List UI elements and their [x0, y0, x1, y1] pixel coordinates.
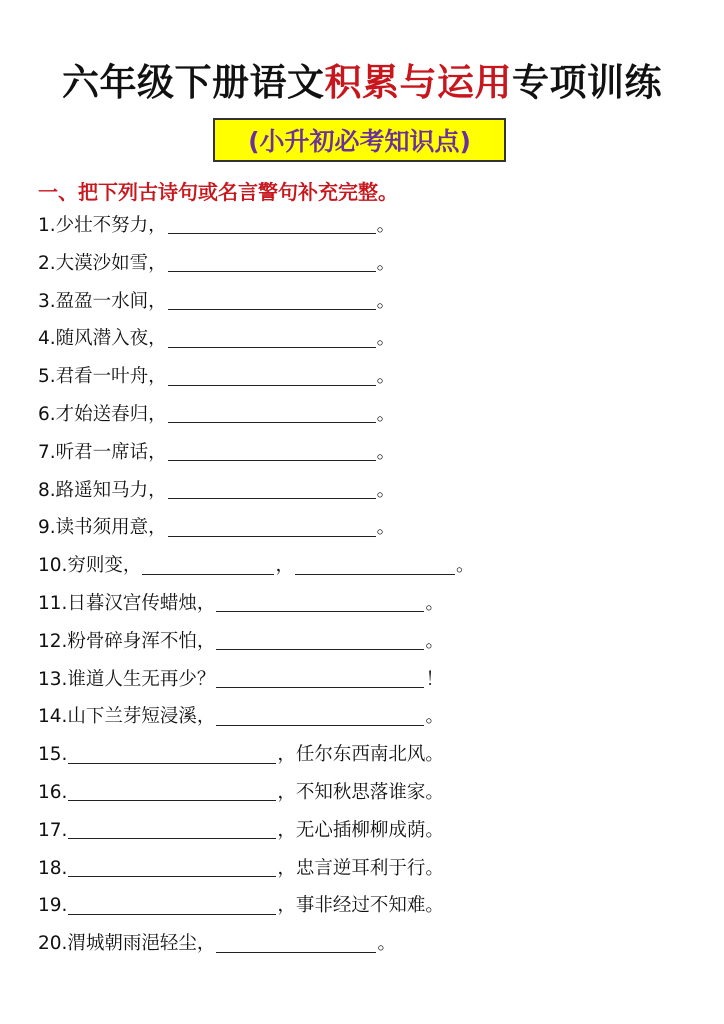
answer-blank[interactable] — [168, 251, 376, 272]
question-end: 。 — [455, 555, 475, 577]
question-number: 1. — [38, 215, 56, 236]
question-end: 。 — [376, 403, 396, 425]
answer-blank[interactable] — [168, 327, 376, 348]
question-item — [38, 320, 698, 358]
question-text: 少壮不努力， — [55, 215, 167, 236]
question-item — [38, 509, 698, 547]
answer-blank[interactable] — [142, 554, 274, 575]
question-text: 山下兰芽短浸溪， — [67, 706, 216, 728]
question-text: 渭城朝雨浥轻尘， — [67, 933, 216, 955]
question-end: 。 — [376, 215, 396, 236]
question-number: 8. — [38, 479, 56, 501]
question-end: 。 — [376, 366, 396, 388]
answer-blank[interactable] — [168, 440, 376, 461]
question-text: 随风潜入夜， — [55, 328, 167, 350]
question-item — [38, 585, 698, 623]
question-item — [38, 434, 698, 472]
answer-blank[interactable] — [216, 667, 424, 688]
question-number: 12. — [38, 630, 68, 652]
question-item — [38, 661, 698, 699]
answer-blank[interactable] — [168, 213, 376, 234]
question-number: 4. — [38, 328, 56, 350]
answer-blank[interactable] — [216, 705, 424, 726]
question-item — [38, 472, 698, 510]
question-item — [38, 623, 698, 661]
section-heading: 一、把下列古诗句或名言警句补充完整。 — [38, 180, 398, 204]
question-item — [38, 547, 698, 585]
question-number: 16. — [38, 781, 68, 803]
question-item — [38, 245, 698, 283]
answer-blank[interactable] — [68, 743, 276, 764]
question-item — [38, 358, 698, 396]
question-item — [38, 207, 698, 245]
question-item — [38, 774, 698, 812]
question-number: 18. — [38, 857, 68, 879]
question-end: 。 — [376, 517, 396, 539]
question-end: ！ — [425, 668, 444, 690]
question-item — [38, 925, 698, 963]
answer-blank[interactable] — [216, 932, 376, 953]
answer-blank[interactable] — [216, 629, 424, 650]
answer-blank[interactable] — [68, 780, 276, 801]
question-end: 。 — [425, 592, 444, 614]
question-end: 。 — [376, 441, 396, 463]
question-end: 。 — [376, 252, 396, 274]
question-item — [38, 396, 698, 434]
question-text: 大漠沙如雪， — [55, 252, 167, 274]
answer-blank[interactable] — [168, 478, 376, 499]
question-item — [38, 736, 698, 774]
question-text: 君看一叶舟， — [55, 366, 167, 388]
question-text: ，忠言逆耳利于行。 — [277, 857, 444, 879]
answer-blank[interactable] — [168, 289, 376, 310]
question-number: 19. — [38, 895, 68, 917]
question-item — [38, 698, 698, 736]
title-part-2: 积累与运用 — [324, 61, 512, 104]
answer-blank[interactable] — [68, 818, 276, 839]
question-text: 才始送春归， — [55, 403, 167, 425]
question-text: ，无心插柳柳成荫。 — [277, 819, 444, 841]
question-number: 3. — [38, 290, 56, 312]
question-number: 9. — [38, 517, 56, 539]
answer-blank[interactable] — [168, 516, 376, 537]
question-number: 5. — [38, 366, 56, 388]
question-text: ，事非经过不知难。 — [277, 895, 444, 917]
question-end: 。 — [425, 706, 444, 728]
answer-blank[interactable] — [68, 856, 276, 877]
title-part-3: 专项训练 — [512, 61, 662, 104]
question-number: 2. — [38, 252, 56, 274]
question-mid: ， — [275, 555, 294, 577]
question-number: 13. — [38, 668, 68, 690]
answer-blank[interactable] — [295, 554, 455, 575]
subtitle: (小升初必考知识点) — [248, 127, 471, 156]
question-number: 15. — [38, 744, 68, 766]
question-number: 10. — [38, 555, 68, 577]
question-end: 。 — [425, 630, 444, 652]
question-text: 路遥知马力， — [55, 479, 167, 501]
answer-blank[interactable] — [68, 894, 276, 915]
question-text: 穷则变， — [67, 555, 142, 577]
question-text: 读书须用意， — [55, 517, 167, 539]
title-part-1: 六年级下册语文 — [62, 61, 325, 104]
question-number: 20. — [38, 933, 68, 955]
question-text: 听君一席话， — [55, 441, 167, 463]
question-number: 7. — [38, 441, 56, 463]
question-number: 11. — [38, 592, 68, 614]
question-end: 。 — [376, 328, 396, 350]
question-text: 谁道人生无再少？ — [67, 668, 216, 690]
question-number: 17. — [38, 819, 68, 841]
subtitle-box — [213, 118, 506, 162]
question-number: 6. — [38, 403, 56, 425]
question-text: 盈盈一水间， — [55, 290, 167, 312]
answer-blank[interactable] — [168, 402, 376, 423]
question-item — [38, 850, 698, 888]
question-end: 。 — [377, 933, 396, 955]
answer-blank[interactable] — [216, 591, 424, 612]
question-item — [38, 812, 698, 850]
question-item — [38, 283, 698, 321]
question-item — [38, 887, 698, 925]
answer-blank[interactable] — [168, 365, 376, 386]
question-text: ，任尔东西南北风。 — [277, 744, 444, 766]
question-end: 。 — [376, 290, 396, 312]
question-text: ，不知秋思落谁家。 — [277, 781, 444, 803]
question-number: 14. — [38, 706, 68, 728]
page-title — [0, 52, 724, 106]
question-text: 日暮汉宫传蜡烛， — [67, 592, 216, 614]
question-text: 粉骨碎身浑不怕， — [67, 630, 216, 652]
question-list — [38, 207, 698, 963]
question-end: 。 — [376, 479, 396, 501]
